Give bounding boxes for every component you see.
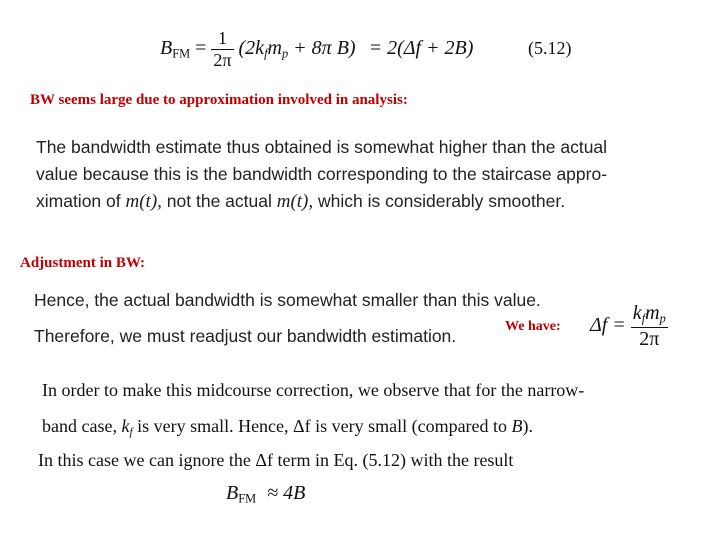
paragraph-bandwidth-estimate bbox=[36, 134, 607, 215]
para2-line1: Hence, the actual bandwidth is somewhat smaller than this value. bbox=[34, 290, 541, 310]
heading-adjustment: Adjustment in BW: bbox=[20, 255, 146, 271]
para1-line1: The bandwidth estimate thus obtained is somewhat higher than the actual bbox=[36, 137, 608, 157]
eq-lhs: $B_{FM}$ bbox=[160, 37, 191, 61]
para2-line2: Therefore, we must readjust our bandwidth estimation. bbox=[34, 326, 457, 346]
para1-line2: value because this is the bandwidth corresponding to the staircase appro- bbox=[36, 164, 608, 184]
eq-equals: = bbox=[195, 37, 207, 60]
para3-line1: In order to make this midcourse correction, we observe that for the narrow- bbox=[42, 380, 585, 400]
equation-5-12 bbox=[160, 28, 473, 71]
para3-line2: band case, $k_f$ is very small. Hence, Δf is very small (compared to B). bbox=[42, 416, 534, 439]
we-have-label: We have: bbox=[505, 319, 561, 334]
heading-approximation: BW seems large due to approximation involved in analysis: bbox=[30, 92, 408, 108]
eq-term2: = 2(Δf + 2B) bbox=[368, 37, 474, 60]
para1-line3: ximation of m(t), not the actual m(t), which is considerably smoother. bbox=[36, 191, 566, 212]
eq-term1: ($2k_fm_p + 8\pi$ B) bbox=[238, 37, 356, 61]
equation-number: (5.12) bbox=[528, 38, 572, 58]
paragraph-ignore-term: In this case we can ignore the Δf term in Eq. (5.12) with the result bbox=[38, 450, 514, 470]
paragraph-readjust bbox=[34, 282, 541, 354]
eq-fraction: $\frac{1}{2\pi}$ bbox=[213, 28, 232, 70]
delta-f-equation: Δf = $\frac{k_fm_p}{2\pi}$ bbox=[590, 302, 666, 350]
paragraph-narrowband bbox=[42, 372, 584, 450]
result-equation: $B_{FM} \approx 4B$ bbox=[226, 482, 306, 506]
